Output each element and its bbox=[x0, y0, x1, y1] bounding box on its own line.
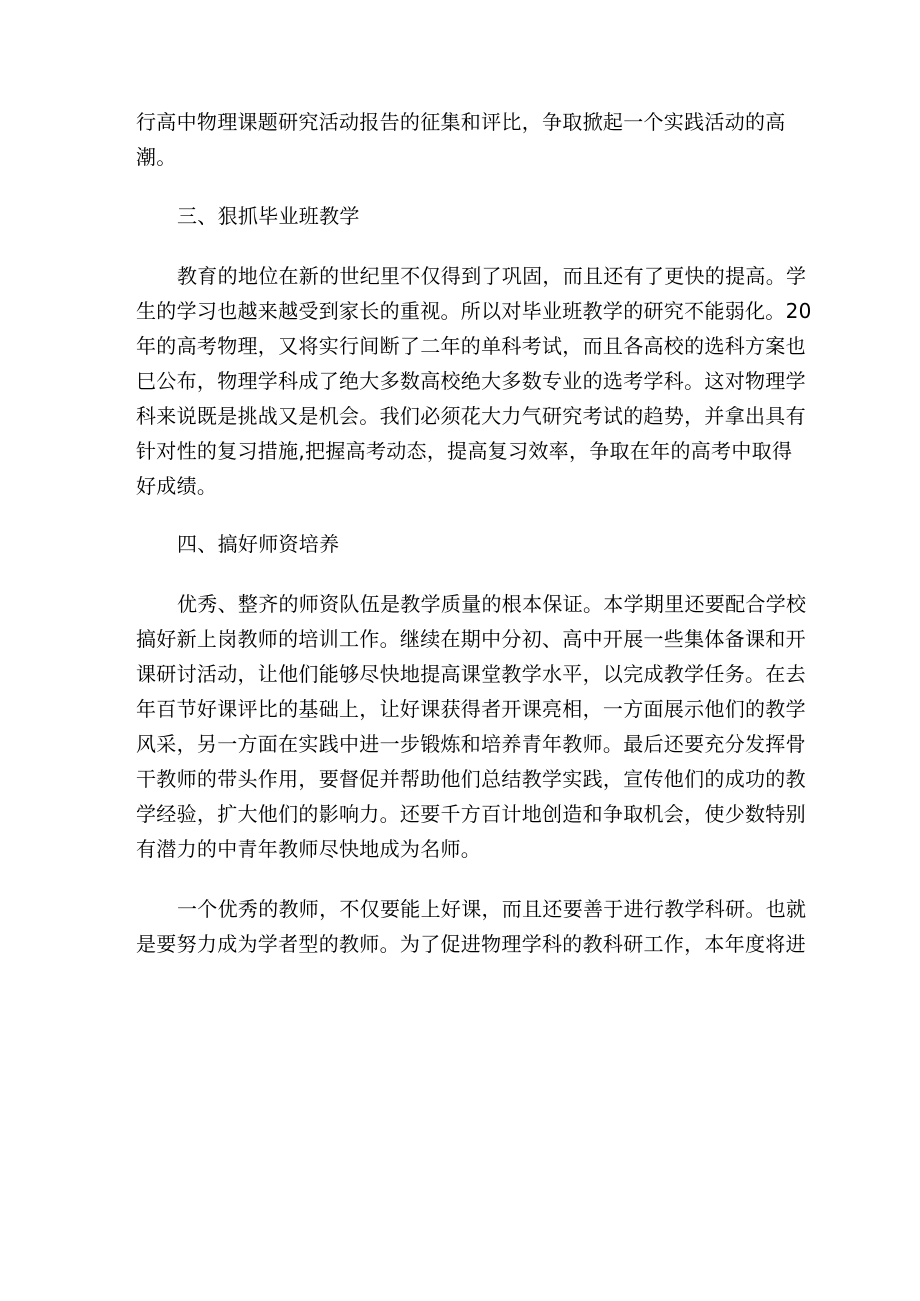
paragraph-2-line-2: 生的学习也越来越受到家长的重视。所以对毕业班教学的研究不能弱化。20 bbox=[136, 299, 812, 323]
paragraph-2-line-6: 针对性的复习措施,把握高考动态，提高复习效率，争取在年的高考中取得 bbox=[136, 439, 793, 463]
paragraph-2-line-4: 巳公布，物理学科成了绝大多数高校绝大多数专业的选考学科。这对物理学 bbox=[136, 369, 806, 393]
paragraph-2-line-1: 教育的地位在新的世纪里不仅得到了巩固，而且还有了更快的提高。学 bbox=[177, 264, 807, 288]
paragraph-3-line-1: 优秀、整齐的师资队伍是教学质量的根本保证。本学期里还要配合学校 bbox=[177, 592, 807, 616]
paragraph-1-line-1: 行高中物理课题研究活动报告的征集和评比，争取掀起一个实践活动的高 bbox=[136, 110, 786, 134]
paragraph-2-line-3: 年的高考物理，又将实行间断了二年的单科考试，而且各高校的选科方案也 bbox=[136, 334, 806, 358]
section-heading-3: 三、狠抓毕业班教学 bbox=[177, 204, 360, 228]
paragraph-2-line-5: 科来说既是挑战又是机会。我们必须花大力气研究考试的趋势，并拿出具有 bbox=[136, 404, 806, 428]
paragraph-2-line-7: 好成绩。 bbox=[136, 474, 218, 498]
paragraph-3-line-6: 干教师的带头作用，要督促并帮助他们总结教学实践，宣传他们的成功的教 bbox=[136, 767, 806, 791]
paragraph-3-line-3: 课研讨活动，让他们能够尽快地提高课堂教学水平，以完成教学任务。在去 bbox=[136, 662, 806, 686]
paragraph-3-line-8: 有潜力的中青年教师尽快地成为名师。 bbox=[136, 837, 482, 861]
section-heading-4: 四、搞好师资培养 bbox=[177, 532, 340, 556]
paragraph-4-line-2: 是要努力成为学者型的教师。为了促进物理学科的教科研工作，本年度将进 bbox=[136, 932, 806, 956]
paragraph-3-line-4: 年百节好课评比的基础上，让好课获得者开课亮相，一方面展示他们的教学 bbox=[136, 697, 806, 721]
paragraph-3-line-5: 风采，另一方面在实践中进一步锻炼和培养青年教师。最后还要充分发挥骨 bbox=[136, 732, 806, 756]
paragraph-3-line-7: 学经验，扩大他们的影响力。还要千方百计地创造和争取机会，使少数特别 bbox=[136, 802, 806, 826]
paragraph-1-line-2: 潮。 bbox=[136, 145, 177, 169]
paragraph-4-line-1: 一个优秀的教师，不仅要能上好课，而且还要善于进行教学科研。也就 bbox=[177, 897, 807, 921]
paragraph-3-line-2: 搞好新上岗教师的培训工作。继续在期中分初、高中开展一些集体备课和开 bbox=[136, 627, 806, 651]
